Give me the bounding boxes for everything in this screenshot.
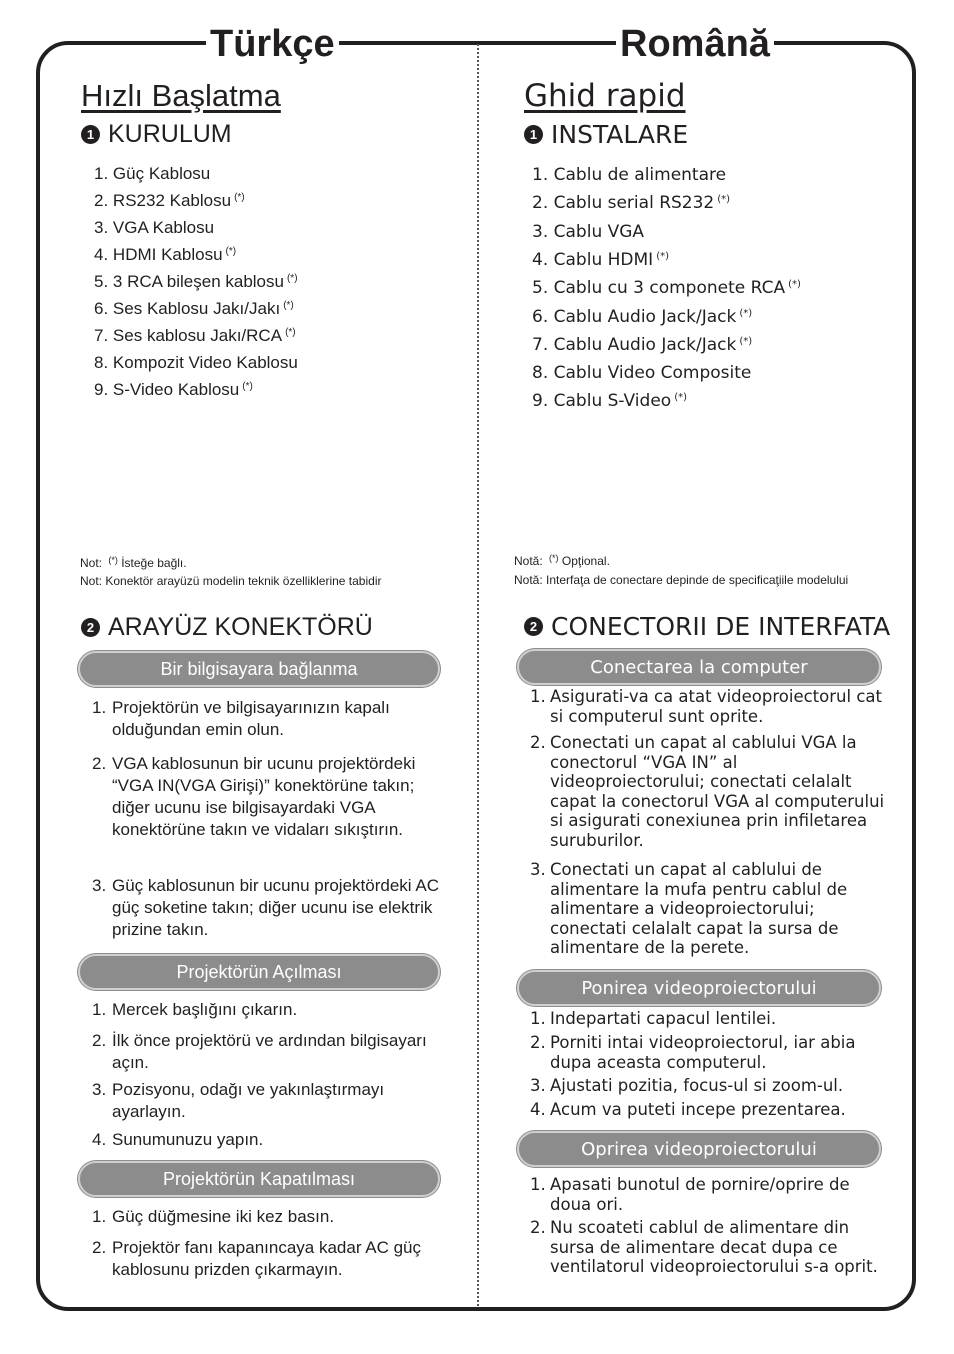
section-number-badge: 2 (81, 618, 100, 637)
step-item: 1. Apasati bunotul de pornire/oprire de doua ori. (530, 1175, 850, 1214)
step-item: 1. Indepartati capacul lentilei. (530, 1009, 777, 1028)
step-item: 2. Porniti intai videoproiectorul, iar abia dupa aceasta computerul. (530, 1033, 856, 1072)
step-item: 2. VGA kablosunun bir ucunu projektördeki “VGA IN(VGA Girişi)” konektörüne takın; diğer ucunu ise bilgisayardaki VGA konektörüne takın ve vidaları sıkıştırın. (92, 754, 416, 839)
step-item: 2. Projektör fanı kapanıncaya kadar AC güç kablosunu prizden çıkarmayın. (92, 1238, 422, 1279)
section-number-badge: 1 (524, 125, 543, 144)
subsection-pill-power-off: Oprirea videoproiectorului (517, 1131, 881, 1167)
language-title-turkish: Türkçe (206, 22, 339, 66)
list-item: 2. Cablu serial RS232 (*) (532, 193, 731, 213)
list-item: 8. Kompozit Video Kablosu (94, 353, 298, 372)
section-number-badge: 2 (524, 617, 543, 636)
step-item: 1. Projektörün ve bilgisayarınızın kapalı olduğundan emin olun. (92, 698, 390, 739)
section-title-text: CONECTORII DE INTERFATA (551, 612, 891, 641)
section-title-text: ARAYÜZ KONEKTÖRÜ (108, 613, 373, 641)
list-item: 5. Cablu cu 3 componete RCA (*) (532, 278, 801, 298)
note-optional: Not: (*) İsteğe bağlı. (80, 555, 187, 570)
column-divider (477, 44, 479, 1306)
list-item: 1. Güç Kablosu (94, 164, 211, 183)
step-item: 4. Sunumunuzu yapın. (92, 1130, 264, 1149)
section-title-installation (81, 120, 232, 149)
list-item: 6. Ses Kablosu Jakı/Jakı (*) (94, 299, 294, 318)
list-item: 1. Cablu de alimentare (532, 165, 727, 185)
step-item: 1. Mercek başlığını çıkarın. (92, 1000, 298, 1019)
note-connector: Notă: Interfaţa de conectare depinde de specificaţiile modelului (514, 573, 849, 587)
step-item: 3. Conectati un capat al cablului de alimentare la mufa pentru cablul de alimentare a videoproiectorului; conectati celalalt capat la sursa de alimentare de la perete. (530, 860, 848, 957)
list-item: 6. Cablu Audio Jack/Jack (*) (532, 307, 753, 327)
section-title-text: INSTALARE (551, 120, 689, 149)
list-item: 8. Cablu Video Composite (532, 363, 752, 383)
list-item: 9. S-Video Kablosu (*) (94, 380, 253, 399)
list-item: 4. Cablu HDMI (*) (532, 250, 669, 270)
subsection-pill-connect: Bir bilgisayara bağlanma (78, 651, 440, 687)
step-item: 4. Acum va puteti incepe prezentarea. (530, 1100, 846, 1119)
section-title-text: KURULUM (108, 120, 232, 148)
step-item: 2. Nu scoateti cablul de alimentare din sursa de alimentare decat dupa ce ventilatorul videoproiectorului s-a oprit. (530, 1218, 878, 1276)
list-item: 9. Cablu S-Video (*) (532, 391, 687, 411)
step-item: 2. İlk önce projektörü ve ardından bilgisayarı açın. (92, 1031, 427, 1072)
list-item: 7. Ses kablosu Jakı/RCA (*) (94, 326, 296, 345)
step-item: 3. Güç kablosunun bir ucunu projektördeki AC güç soketine takın; diğer ucunu ise elektrik prizine takın. (92, 876, 439, 939)
list-item: 4. HDMI Kablosu (*) (94, 245, 237, 264)
step-item: 2. Conectati un capat al cablului VGA la conectorul “VGA IN” al videoproiectorului; conectati celalalt capat la conectorul VGA al computerului si asigurati conexiunea prin infiletarea suruburilor. (530, 733, 885, 850)
list-item: 2. RS232 Kablosu (*) (94, 191, 245, 210)
step-item: 3. Ajustati pozitia, focus-ul si zoom-ul. (530, 1076, 844, 1095)
guide-title: Hızlı Başlatma (81, 78, 281, 113)
note-optional: Notă: (*) Opţional. (514, 553, 610, 568)
subsection-pill-power-on: Ponirea videoproiectorului (517, 970, 881, 1006)
section-title-installation (524, 120, 688, 149)
list-item: 7. Cablu Audio Jack/Jack (*) (532, 335, 753, 355)
section-number-badge: 1 (81, 125, 100, 144)
subsection-pill-power-on: Projektörün Açılması (78, 954, 440, 990)
language-title-romanian: Română (616, 22, 774, 66)
list-item: 3. Cablu VGA (532, 222, 645, 242)
section-title-interface (81, 613, 373, 642)
step-item: 3. Pozisyonu, odağı ve yakınlaştırmayı ayarlayın. (92, 1080, 385, 1121)
guide-title: Ghid rapid (524, 78, 686, 114)
note-connector: Not: Konektör arayüzü modelin teknik özelliklerine tabidir (80, 574, 382, 588)
section-title-interface (524, 612, 890, 641)
step-item: 1. Asigurati-va ca atat videoproiectorul cat si computerul sunt oprite. (530, 687, 882, 726)
subsection-pill-connect: Conectarea la computer (517, 649, 881, 685)
step-item: 1. Güç düğmesine iki kez basın. (92, 1207, 335, 1226)
subsection-pill-power-off: Projektörün Kapatılması (78, 1161, 440, 1197)
list-item: 5. 3 RCA bileşen kablosu (*) (94, 272, 298, 291)
list-item: 3. VGA Kablosu (94, 218, 215, 237)
